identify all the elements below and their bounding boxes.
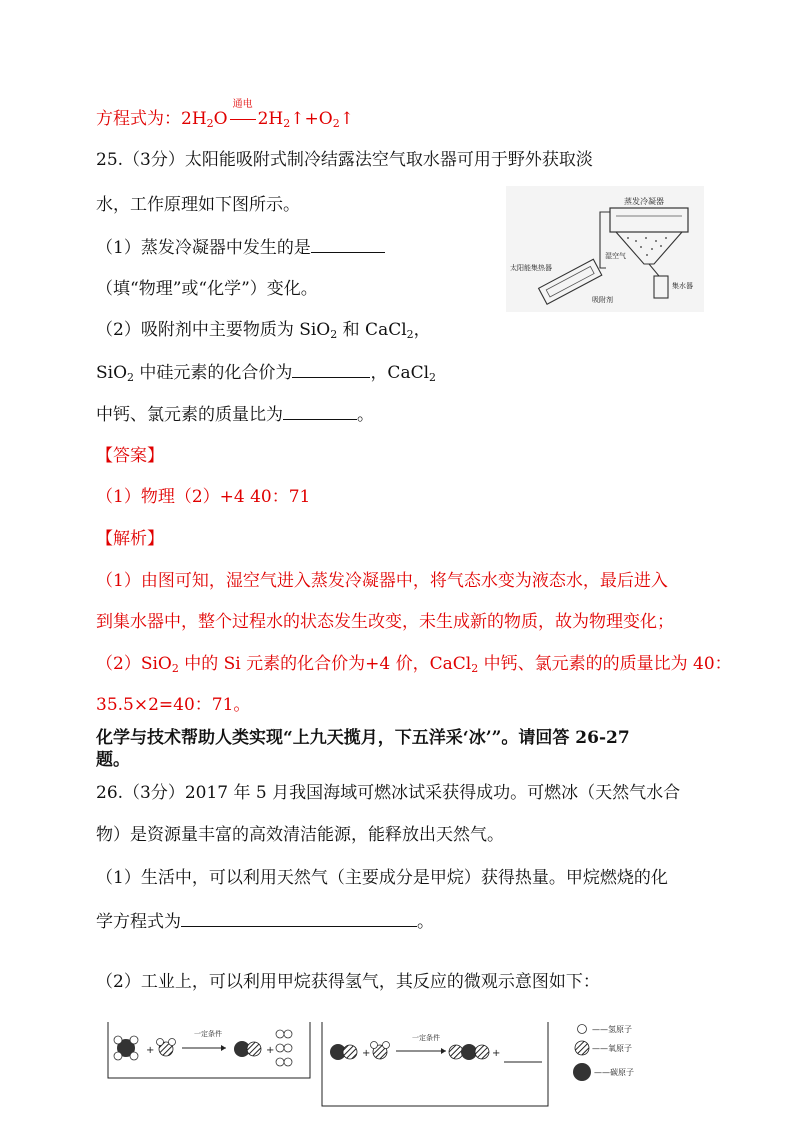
q25-l5-sub2: 2 [406, 328, 414, 341]
eq-plus: +O [304, 109, 333, 129]
co2-molecule [449, 1044, 489, 1060]
q26-line-1: 26.（3分）2017 年 5 月我国海域可燃冰试采获得成功。可燃冰（天然气水合 [96, 783, 681, 803]
q25-l5c: ， [413, 320, 431, 340]
answer-text: （1）物理（2）+4 40：71 [96, 487, 311, 507]
legend-c-label: ——碳原子 [594, 1068, 634, 1077]
eq-bar [230, 119, 256, 120]
q25-blank-2[interactable] [292, 359, 370, 378]
q25-line-7 [96, 401, 374, 427]
q25-l5a: （2）吸附剂中主要物质为 SiO [96, 320, 331, 340]
water-harvester-diagram [506, 186, 704, 312]
analysis-line-2: 到集水器中，整个过程水的状态发生改变，未生成新的物质，故为物理变化； [96, 612, 674, 632]
water-molecule-1 [157, 1039, 176, 1057]
co-molecule-1 [234, 1041, 261, 1057]
label-collector: 集水器 [672, 282, 693, 290]
micro-reaction-svg [96, 1014, 676, 1118]
intro-line-2: 题。 [96, 750, 130, 770]
label-heater: 太阳能集热器 [510, 264, 552, 272]
condition-2: 一定条件 [412, 1034, 440, 1042]
label-condenser: 蒸发冷凝器 [624, 197, 664, 206]
water-harvester-svg [506, 186, 704, 312]
hydrogen-molecules [276, 1030, 292, 1066]
q25-l7a: 中钙、氯元素的质量比为 [96, 405, 283, 425]
eq-left: 2H [181, 109, 207, 129]
eq-condition [230, 99, 256, 131]
q26-line-3: （1）生活中，可以利用天然气（主要成分是甲烷）获得热量。甲烷燃烧的化 [96, 868, 668, 888]
q25-l6-sub: 2 [127, 371, 135, 384]
q26-line-2: 物）是资源量丰富的高效清洁能源，能释放出天然气。 [96, 825, 504, 845]
eq-r2-arrow: ↑ [339, 109, 354, 129]
q25-l5-sub1: 2 [330, 328, 338, 341]
q26-l4a: 学方程式为 [96, 912, 181, 932]
q25-l6-sub2: 2 [429, 371, 437, 384]
plus-4: + [492, 1048, 501, 1059]
q25-line-3 [96, 234, 385, 260]
q25-line-6 [96, 359, 436, 385]
legend-o-label: ——氧原子 [592, 1044, 632, 1053]
plus-1: + [146, 1045, 155, 1056]
answer-header: 【答案】 [96, 446, 164, 466]
q25-l5b: 和 CaCl [337, 320, 407, 340]
legend-h-icon [578, 1025, 587, 1034]
legend-h-label: ——氢原子 [592, 1025, 632, 1034]
condition-1: 一定条件 [194, 1030, 222, 1038]
q26-line-5: （2）工业上，可以利用甲烷获得氢气，其反应的微观示意图如下： [96, 972, 600, 992]
analysis-a3-sub: 2 [171, 662, 179, 675]
diagram-bg [506, 186, 704, 312]
arrow-2-head [441, 1048, 446, 1054]
q25-line-5 [96, 318, 431, 342]
q25-blank-1[interactable] [311, 234, 385, 253]
q26-l4b: 。 [417, 912, 434, 932]
eq-left-sub: 2 [206, 117, 214, 130]
equation-prefix: 方程式为： [96, 109, 181, 129]
eq-r1: 2H [257, 109, 284, 129]
q25-line-1: 25.（3分）太阳能吸附式制冷结露法空气取水器可用于野外获取淡 [96, 150, 593, 170]
q25-l6b: 中硅元素的化合价为 [134, 363, 293, 383]
q25-l6c: ，CaCl [370, 363, 430, 383]
analysis-line-4: 35.5×2=40：71。 [96, 695, 251, 715]
eq-left-tail: O [213, 109, 228, 129]
q26-blank-1[interactable] [181, 908, 417, 927]
eq-r1-sub: 2 [283, 117, 291, 130]
analysis-line-3 [96, 652, 732, 676]
eq-condition-text: 通电 [232, 99, 253, 110]
equation-line [96, 99, 354, 131]
legend-o-icon [575, 1041, 589, 1055]
q25-l6a: SiO [96, 363, 128, 383]
label-humid: 湿空气 [605, 252, 626, 260]
water-molecule-2 [371, 1042, 390, 1060]
intro-line-1: 化学与技术帮助人类实现“上九天揽月，下五洋采‘冰’”。请回答 26-27 [96, 728, 630, 748]
plus-2: + [266, 1045, 275, 1056]
analysis-a3-sub2: 2 [471, 662, 479, 675]
eq-r2-sub: 2 [332, 117, 340, 130]
methane-molecule [114, 1036, 138, 1060]
label-adsorbent: 吸附剂 [592, 296, 613, 304]
analysis-a3c: 中钙、氯元素的的质量比为 40： [478, 654, 732, 674]
q25-line-4: （填“物理”或“化学”）变化。 [96, 279, 318, 299]
q25-l7b: 。 [357, 405, 374, 425]
analysis-a3b: 中的 Si 元素的化合价为+4 价，CaCl [178, 654, 472, 674]
plus-3: + [362, 1048, 371, 1059]
legend-c-icon [573, 1063, 591, 1081]
analysis-a3a: （2）SiO [96, 654, 172, 674]
q25-line-2: 水，工作原理如下图所示。 [96, 195, 300, 215]
co-molecule-2 [330, 1044, 357, 1060]
micro-reaction-diagram [96, 1014, 676, 1118]
analysis-line-1: （1）由图可知，湿空气进入蒸发冷凝器中，将气态水变为液态水，最后进入 [96, 571, 668, 591]
analysis-header: 【解析】 [96, 529, 164, 549]
q26-line-4 [96, 908, 434, 934]
q25-q1-text: （1）蒸发冷凝器中发生的是 [96, 238, 311, 258]
q25-blank-3[interactable] [283, 401, 357, 420]
arrow-1-head [221, 1045, 226, 1051]
eq-r1-arrow: ↑ [290, 109, 305, 129]
